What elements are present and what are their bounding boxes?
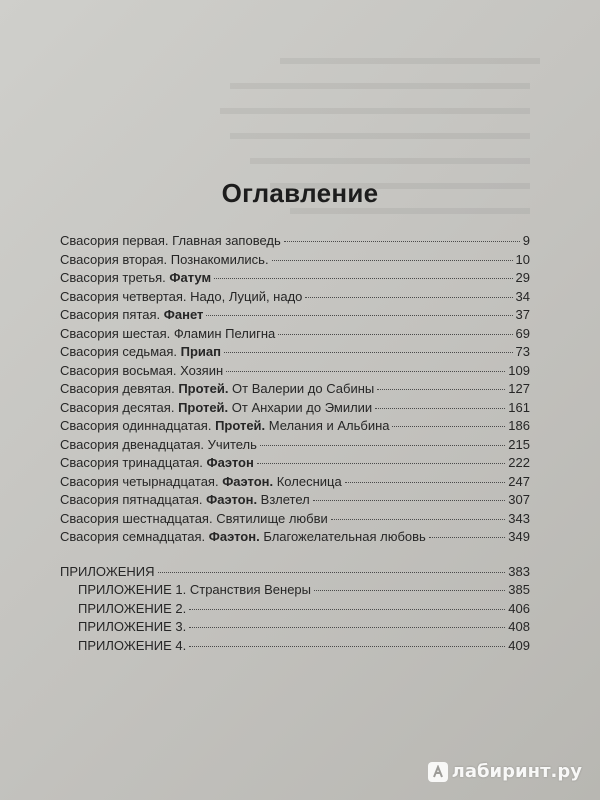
toc-entry-prefix: Свасория десятая. xyxy=(60,399,179,415)
dot-leader xyxy=(158,572,506,573)
dot-leader xyxy=(189,627,505,628)
dot-leader xyxy=(331,519,506,520)
toc-entry-label xyxy=(60,362,223,381)
toc-page-number: 29 xyxy=(515,270,530,285)
toc-entry-label xyxy=(60,417,389,436)
toc-entry-bold-name: Приап xyxy=(180,344,221,359)
toc-entry[interactable] xyxy=(60,343,530,362)
toc-page-number: 343 xyxy=(508,510,530,526)
dot-leader xyxy=(345,482,506,483)
toc-page-number: 409 xyxy=(508,637,530,653)
toc-appendix-list xyxy=(60,581,530,655)
toc-entry-suffix: Взлетел xyxy=(257,492,310,507)
toc-page-number: 247 xyxy=(508,473,530,489)
toc-entry[interactable] xyxy=(60,399,530,418)
toc-entry-label xyxy=(60,380,374,399)
toc-entry[interactable] xyxy=(60,491,530,510)
toc-entry[interactable] xyxy=(60,325,530,344)
toc-appendix-entry[interactable] xyxy=(60,581,530,600)
toc-entry-label xyxy=(60,473,342,492)
toc-page-number: 69 xyxy=(515,325,530,341)
toc-appendix-entry[interactable] xyxy=(60,618,530,637)
toc-entry-label: ПРИЛОЖЕНИЕ 1. Странствия Венеры xyxy=(78,582,311,597)
dot-leader xyxy=(375,408,505,409)
watermark-text: лабиринт.ру xyxy=(451,761,582,782)
toc-entry-label xyxy=(60,510,328,529)
toc-entry-bold-name: Фаэтон. xyxy=(222,473,274,489)
toc-entry-bold-name: Протей. xyxy=(178,381,229,396)
toc-entry[interactable] xyxy=(60,510,530,529)
dot-leader xyxy=(189,646,505,647)
toc-page-number: 109 xyxy=(508,362,530,378)
toc-entry-prefix: Свасория пятнадцатая. xyxy=(60,492,207,507)
toc-entry-label xyxy=(60,325,275,344)
dot-leader xyxy=(272,260,513,261)
dot-leader xyxy=(224,352,513,353)
toc-entry-label: ПРИЛОЖЕНИЕ 3. xyxy=(78,619,187,634)
toc-entry-label xyxy=(60,454,254,473)
toc-entry-label xyxy=(60,528,426,547)
toc-entry-label: ПРИЛОЖЕНИЯ xyxy=(60,563,155,579)
dot-leader xyxy=(314,590,505,591)
toc-entry-label xyxy=(60,251,269,270)
toc-entry-prefix: Свасория четвертая. Надо, Луций, надо xyxy=(60,288,303,304)
toc-entry-suffix: Благожелательная любовь xyxy=(259,529,426,544)
toc-entry[interactable] xyxy=(60,251,530,270)
toc-page-number: 408 xyxy=(508,619,530,634)
toc-entry-label xyxy=(60,343,221,362)
toc-entry-label xyxy=(60,269,211,288)
toc-page-number: 9 xyxy=(522,233,530,248)
toc-entry-prefix: Свасория первая. Главная заповедь xyxy=(60,233,281,248)
toc-entry[interactable] xyxy=(60,362,530,381)
toc-page-number: 10 xyxy=(515,251,530,267)
toc-entry-prefix: Свасория шестая. Фламин Пелигна xyxy=(60,325,276,341)
labirint-logo-icon xyxy=(428,762,448,782)
toc-entry[interactable] xyxy=(60,528,530,547)
toc-entry-prefix: Свасория вторая. Познакомились. xyxy=(60,251,269,267)
toc-page-number: 127 xyxy=(508,381,530,396)
toc-entry-label xyxy=(60,491,310,510)
toc-page-number: 34 xyxy=(515,288,530,304)
toc-page-number: 37 xyxy=(515,307,530,322)
toc-entry-prefix: Свасория седьмая. xyxy=(60,344,181,359)
toc-entry-prefix: Свасория пятая. xyxy=(60,307,164,322)
toc-entry-bold-name: Фаэтон. xyxy=(208,529,260,544)
toc-entry[interactable] xyxy=(60,288,530,307)
toc-page-number: 161 xyxy=(508,399,530,415)
toc-gap xyxy=(60,547,530,563)
toc-page-number: 186 xyxy=(508,418,530,433)
toc-page-number: 385 xyxy=(508,582,530,597)
toc-entry-prefix: Свасория семнадцатая. xyxy=(60,529,209,544)
toc-page-number: 406 xyxy=(508,600,530,616)
toc-entry[interactable] xyxy=(60,436,530,455)
dot-leader xyxy=(260,445,505,446)
toc-entry[interactable] xyxy=(60,473,530,492)
toc-entry-prefix: Свасория девятая. xyxy=(60,381,179,396)
page-title: Оглавление xyxy=(221,178,379,208)
toc-entry-prefix: Свасория тринадцатая. xyxy=(60,455,207,470)
toc-entry-prefix: Свасория четырнадцатая. xyxy=(60,473,223,489)
dot-leader xyxy=(257,463,505,464)
toc-page-number: 215 xyxy=(508,436,530,452)
toc-entry-bold-name: Фатум xyxy=(169,270,212,285)
toc-entry-prefix: Свасория двенадцатая. Учитель xyxy=(60,436,257,452)
dot-leader xyxy=(214,278,512,279)
toc-entry-bold-name: Фаэтон xyxy=(206,455,254,470)
dot-leader xyxy=(284,241,520,242)
toc-entry[interactable] xyxy=(60,417,530,436)
toc-entry-prefix: Свасория восьмая. Хозяин xyxy=(60,362,224,378)
dot-leader xyxy=(278,334,512,335)
toc-page-number: 349 xyxy=(508,529,530,544)
toc-entry-bold-name: Протей. xyxy=(215,418,266,433)
toc-page-number: 73 xyxy=(515,344,530,359)
toc-entry-bold-name: Фанет xyxy=(163,307,204,322)
toc-entry[interactable] xyxy=(60,232,530,251)
toc-entry[interactable] xyxy=(60,380,530,399)
dot-leader xyxy=(206,315,512,316)
toc-entry-label xyxy=(60,399,372,418)
toc-entry-prefix: Свасория третья. xyxy=(60,270,170,285)
toc-page-number: 383 xyxy=(508,563,530,579)
dot-leader xyxy=(226,371,505,372)
toc-entry[interactable] xyxy=(60,269,530,288)
watermark xyxy=(428,761,582,782)
toc-entry[interactable] xyxy=(60,306,530,325)
toc-appendix-heading[interactable] xyxy=(60,563,530,582)
toc-entry-bold-name: Фаэтон. xyxy=(206,492,258,507)
toc-entry[interactable] xyxy=(60,454,530,473)
toc-entry-label xyxy=(60,436,257,455)
dot-leader xyxy=(392,426,505,427)
toc-entry-suffix: Мелания и Альбина xyxy=(265,418,390,433)
dot-leader xyxy=(313,500,506,501)
dot-leader xyxy=(189,609,505,610)
toc-entry-label xyxy=(60,288,302,307)
toc-entry-bold-name: Протей. xyxy=(178,399,229,415)
dot-leader xyxy=(377,389,505,390)
dot-leader xyxy=(305,297,512,298)
toc-entry-label xyxy=(60,306,203,325)
toc-page-number: 307 xyxy=(508,492,530,507)
toc-page-number: 222 xyxy=(508,455,530,470)
toc-appendix-entry[interactable] xyxy=(60,637,530,656)
dot-leader xyxy=(429,537,506,538)
table-of-contents xyxy=(60,232,530,655)
toc-entry-suffix: Колесница xyxy=(273,473,342,489)
toc-entry-label: ПРИЛОЖЕНИЕ 2. xyxy=(78,600,187,616)
toc-entry-label: ПРИЛОЖЕНИЕ 4. xyxy=(78,637,187,653)
toc-entry-prefix: Свасория одиннадцатая. xyxy=(60,418,216,433)
toc-entry-label xyxy=(60,232,281,251)
toc-appendix-entry[interactable] xyxy=(60,600,530,619)
toc-main-list xyxy=(60,232,530,547)
toc-entry-suffix: От Валерии до Сабины xyxy=(228,381,375,396)
toc-entry-suffix: От Анхарии до Эмилии xyxy=(228,399,373,415)
toc-entry-prefix: Свасория шестнадцатая. Святилище любви xyxy=(60,510,328,526)
